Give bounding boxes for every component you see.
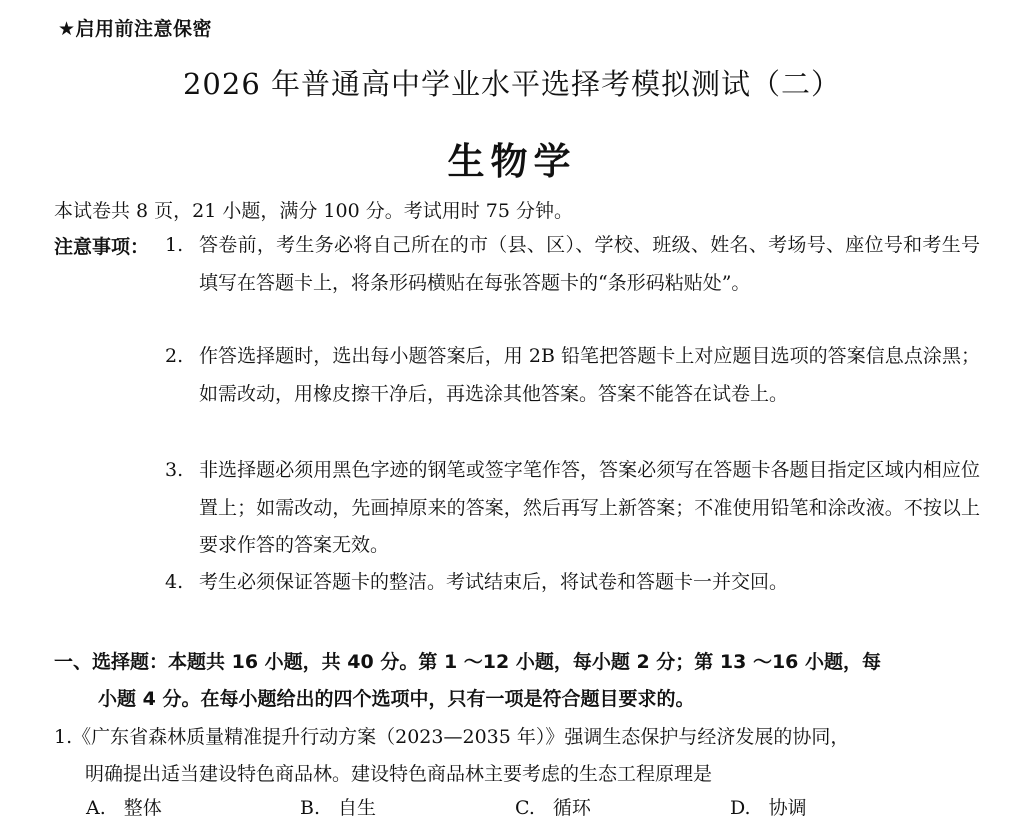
note-text: 作答选择题时，选出每小题答案后，用 2B 铅笔把答题卡上对应题目选项的答案信息点涂黑；如需改动，用橡皮擦干净后，再选涂其他答案。答案不能答在试卷上。 bbox=[199, 345, 980, 405]
notes-label: 注意事项： bbox=[54, 236, 150, 258]
option-d bbox=[730, 793, 807, 820]
option-text: 整体 bbox=[123, 797, 162, 819]
confidential-mark: ★启用前注意保密 bbox=[58, 18, 213, 40]
option-a bbox=[86, 793, 162, 820]
note-text: 非选择题必须用黑色字迹的钢笔或签字笔作答，答案必须写在答题卡各题目指定区域内相应位置上；如需改动，先画掉原来的答案，然后再写上新答案；不准使用铅笔和涂改液。不按以上要求作答的答案无效。 bbox=[199, 459, 980, 556]
question-1-line-1: 1.《广东省森林质量精准提升行动方案（2023—2035 年）》强调生态保护与经济发展的协同， bbox=[54, 726, 850, 748]
section-heading-line-2: 小题 4 分。在每小题给出的四个选项中，只有一项是符合题目要求的。 bbox=[98, 688, 695, 710]
option-c bbox=[515, 793, 591, 820]
section-heading-line-1: 一、选择题：本题共 16 小题，共 40 分。第 1 ～12 小题，每小题 2 分；第 13 ～16 小题，每 bbox=[54, 651, 882, 673]
note-text: 考生必须保证答题卡的整洁。考试结束后，将试卷和答题卡一并交回。 bbox=[199, 571, 789, 593]
note-number: 1. bbox=[165, 234, 184, 256]
note-number: 4. bbox=[165, 571, 184, 593]
question-1 bbox=[54, 719, 984, 793]
option-letter: A. bbox=[86, 797, 106, 819]
subject-title: 生物学 bbox=[447, 140, 577, 183]
note-number: 2. bbox=[165, 345, 184, 367]
option-text: 循环 bbox=[552, 797, 591, 819]
note-item-4 bbox=[165, 564, 980, 602]
question-1-line-2: 明确提出适当建设特色商品林。建设特色商品林主要考虑的生态工程原理是 bbox=[85, 763, 713, 785]
note-text: 答卷前，考生务必将自己所在的市（县、区）、学校、班级、姓名、考场号、座位号和考生号填写在答题卡上，将条形码横贴在每张答题卡的“条形码粘贴处”。 bbox=[199, 234, 980, 294]
note-item-3 bbox=[165, 452, 980, 565]
option-text: 自生 bbox=[338, 797, 377, 819]
note-item-2 bbox=[165, 338, 980, 413]
note-item-1 bbox=[165, 227, 980, 302]
section-heading bbox=[54, 644, 974, 718]
option-letter: B. bbox=[300, 797, 321, 819]
option-text: 协调 bbox=[768, 797, 807, 819]
exam-title: 2026 年普通高中学业水平选择考模拟测试（二） bbox=[182, 67, 842, 101]
note-number: 3. bbox=[165, 459, 184, 481]
option-letter: C. bbox=[515, 797, 535, 819]
exam-info: 本试卷共 8 页，21 小题，满分 100 分。考试用时 75 分钟。 bbox=[54, 200, 573, 222]
option-b bbox=[300, 793, 376, 820]
option-letter: D. bbox=[730, 797, 751, 819]
